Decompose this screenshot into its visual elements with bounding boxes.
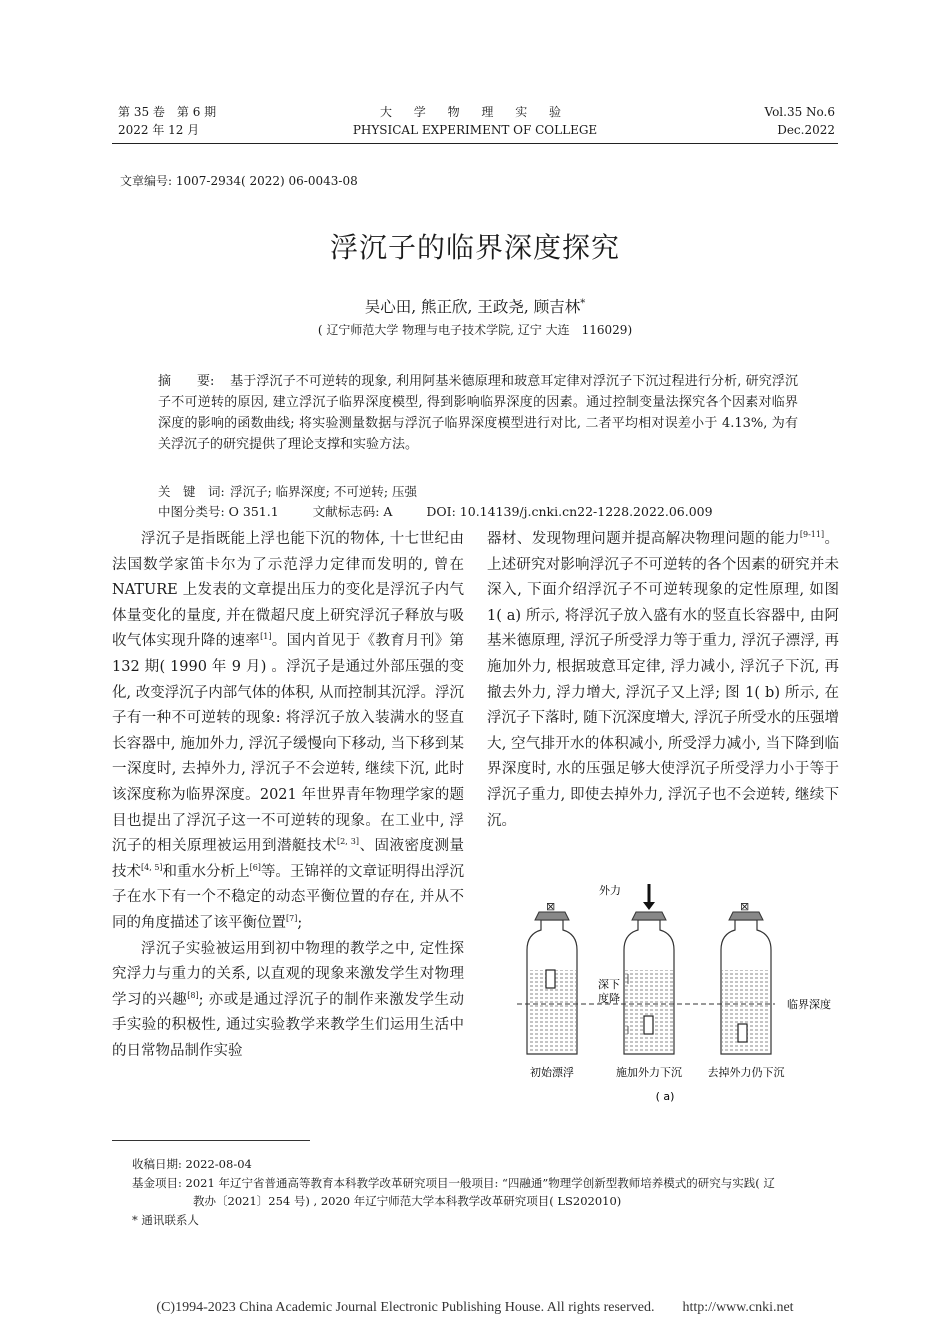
affiliation: ( 辽宁师范大学 物理与电子技术学院, 辽宁 大连 116029) — [317, 323, 633, 337]
citation: [9-11] — [799, 530, 825, 540]
svg-text:⊠: ⊠ — [740, 900, 750, 913]
doi: DOI: 10.14139/j.cnki.cn22-1228.2022.06.009 — [426, 504, 713, 519]
citation: [7] — [286, 914, 298, 924]
corresponding-author-note: * 通讯联系人 — [132, 1212, 199, 1227]
depth-label-1: 深下 — [598, 978, 620, 991]
journal-volume — [118, 103, 216, 139]
journal-name-cn: 大 学 物 理 实 验 — [379, 105, 571, 119]
citation: [4, 5] — [141, 862, 163, 872]
corresponding-mark: * — [580, 297, 586, 309]
journal-name-en: PHYSICAL EXPERIMENT OF COLLEGE — [352, 123, 598, 137]
copyright-notice: (C)1994-2023 China Academic Journal Electronic Publishing House. All rights reserved. http://www.cnki.net — [156, 1300, 794, 1315]
author-list: 吴心田, 熊正欣, 王政尧, 顾吉林 — [364, 298, 581, 316]
classification-row — [158, 502, 798, 522]
paragraph: 器材、发现物理问题并提高解决物理问题的能力[9-11]。上述研究对影响浮沉子不可逆转的各个因素的研究并未深入, 下面介绍浮沉子不可逆转现象的定性原理, 如图 1( a) 所示, 将浮沉子放入盛有水的竖直长容器中, 由阿基米德原理, 浮沉子所受浮力等于重力, 浮沉子漂浮, 再施加外力, 根据玻意耳定律, 浮力减小, 浮沉子下沉, 再撤去外力, 浮力增大, 浮沉子又上浮; 图 1( b) 所示, 在浮沉子下落时, 随下沉深度增大, 浮沉子所受水的压强增大, 空气排开水的体积减小, 所受浮力减小, 当下降到临界深度时, 水的压强足够大使浮沉子所受浮力小于等于浮沉子重力, 即使去掉外力, 浮沉子也不会逆转, 继续下沉。 — [487, 530, 840, 829]
keywords-label: 关 键 词: — [158, 484, 225, 499]
body-right-column — [487, 527, 839, 834]
bottle-initial — [527, 900, 577, 1054]
caption-pushed: 施加外力下沉 — [616, 1066, 682, 1079]
abstract-label: 摘 要: — [158, 374, 215, 389]
fund-line-2: 教办〔2021〕254 号) , 2020 年辽宁师范大学本科教学改革研究项目( LS202010) — [193, 1194, 622, 1208]
issue-date: 2022 年 12 月 — [118, 123, 200, 137]
depth-label-2: 度降 — [598, 992, 620, 1005]
journal-volume-en — [765, 103, 836, 139]
svg-text:⊠: ⊠ — [546, 900, 556, 913]
abstract — [158, 371, 798, 455]
figure-1a — [505, 876, 845, 1106]
article-number: 文章编号: 1007-2934( 2022) 06-0043-08 — [120, 174, 358, 188]
caption-initial: 初始漂浮 — [530, 1066, 574, 1079]
issue-date-en: Dec.2022 — [777, 123, 835, 137]
footnote-divider — [112, 1140, 310, 1141]
keywords — [158, 482, 798, 502]
citation: [8] — [187, 990, 199, 1000]
authors — [0, 295, 950, 317]
critical-depth-label: 临界深度 — [787, 998, 831, 1011]
citation: [1] — [260, 632, 272, 642]
bottle-released — [721, 900, 771, 1054]
received-date: 收稿日期: 2022-08-04 — [132, 1157, 252, 1171]
volume-issue: 第 35 卷 第 6 期 — [118, 105, 217, 119]
keywords-text: 浮沉子; 临界深度; 不可逆转; 压强 — [230, 484, 418, 499]
document-code: 文献标志码: A — [312, 504, 393, 519]
citation: [2, 3] — [337, 837, 360, 847]
fund-line-1: 基金项目: 2021 年辽宁省普通高等教育本科教学改革研究项目一般项目: “四融通”物理学创新型教师培养模式的研究与实践( 辽 — [132, 1175, 775, 1190]
paper-title: 浮沉子的临界深度探究 — [329, 231, 620, 264]
volume-issue-en: Vol.35 No.6 — [764, 105, 835, 119]
force-label: 外力 — [599, 884, 621, 897]
paragraph: 浮沉子是指既能上浮也能下沉的物体, 十七世纪由法国数学家笛卡尔为了示范浮力定律而发明的, 曾在 NATURE 上发表的文章提出压力的变化是浮沉子内气体量变化的量度, 并在微超尺度上研究浮沉子释放与吸收气体实现升降的速率[1]。国内首见于《教育月刊》第 132 期( 1990 年 9 月) 。浮沉子是通过外部压强的变化, 改变浮沉子内部气体的体积, 从而控制其沉浮。浮沉子有一种不可逆转的现象: 将浮沉子放入装满水的竖直长容器中, 施加外力, 浮沉子缓慢向下移动, 当下移到某一深度时, 去掉外力, 浮沉子不会逆转, 继续下沉, 此时该深度称为临界深度。2021 年世界青年物理学家的题目也提出了浮沉子这一不可逆转的现象。在工业中, 浮沉子的相关原理被运用到潜艇技术[2, 3]、固液密度测量技术[4, 5]和重水分析上[6]等。王锦祥的文章证明得出浮沉子在水下有一个不稳定的动态平衡位置的存在, 并从不同的角度描述了该平衡位置[7]; — [112, 531, 465, 931]
subfigure-label: ( a) — [655, 1090, 675, 1103]
caption-released: 去掉外力仍下沉 — [707, 1066, 785, 1079]
abstract-text: 基于浮沉子不可逆转的现象, 利用阿基米德原理和玻意耳定律对浮沉子下沉过程进行分析, 研究浮沉子不可逆转的原因, 建立浮沉子临界深度模型, 得到影响临界深度的因素。通过控制变量法探究各个因素对临界深度的影响的函数曲线; 将实验测量数据与浮沉子临界深度模型进行对比, 二者平均相对误差小于 4.13%, 为有关浮沉子的研究提供了理论支撑和实验方法。 — [158, 374, 798, 452]
journal-name — [300, 103, 650, 139]
body-left-column — [112, 527, 464, 1064]
clc-number: 中图分类号: O 351.1 — [158, 504, 279, 519]
citation: [6] — [249, 862, 261, 872]
bottle-pushed — [624, 884, 674, 1054]
footnotes — [132, 1155, 844, 1229]
paragraph: 浮沉子实验被运用到初中物理的教学之中, 定性探究浮力与重力的关系, 以直观的现象来激发学生对物理学习的兴趣[8]; 亦或是通过浮沉子的制作来激发学生动手实验的积极性, 通过实验教学来教学生们运用生活中的日常物品制作实验 — [112, 940, 464, 1059]
header-divider — [112, 143, 838, 144]
keywords-block — [158, 482, 798, 522]
